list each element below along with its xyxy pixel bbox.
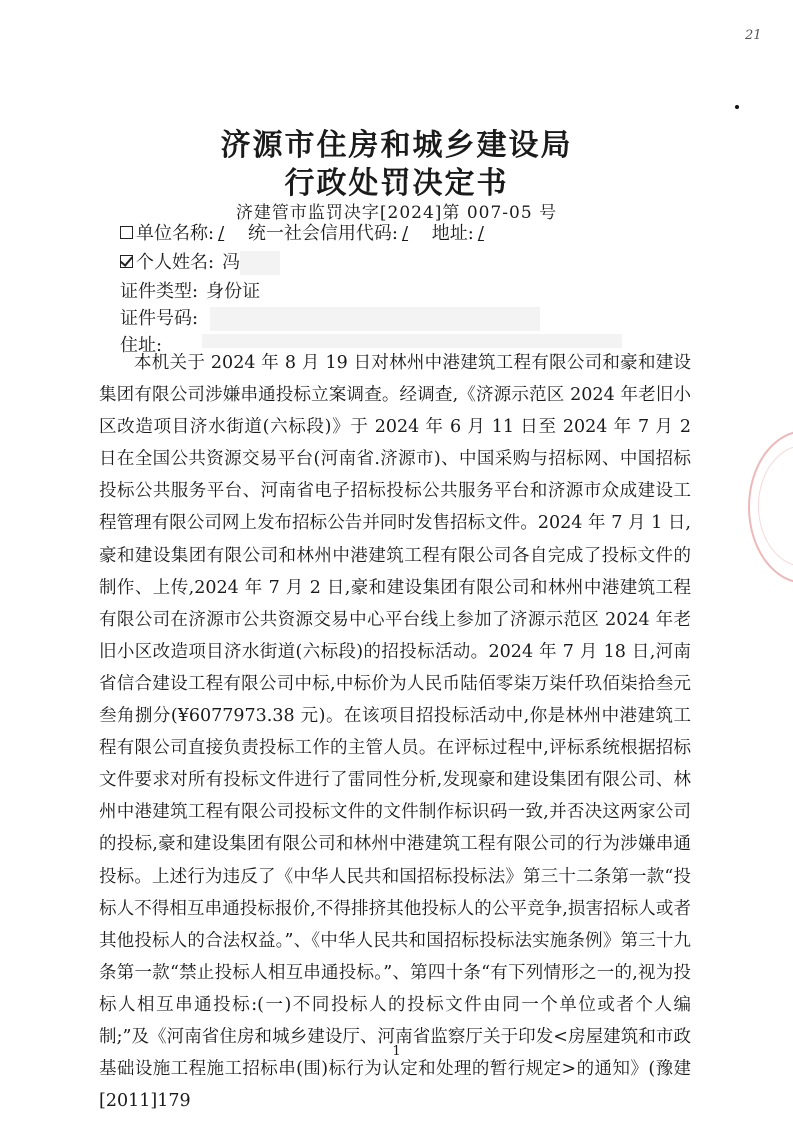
address-label: 地址: bbox=[431, 223, 474, 244]
document-number: 济建管市监罚决字[2024]第 007-05 号 bbox=[235, 203, 558, 223]
residence-label: 住址: bbox=[120, 335, 163, 356]
unit-checkbox[interactable] bbox=[120, 226, 133, 239]
id-type-row bbox=[120, 280, 260, 304]
id-type-value: 身份证 bbox=[206, 281, 261, 302]
unit-info-row bbox=[120, 222, 488, 246]
person-name-value: 冯 bbox=[222, 252, 241, 273]
document-subtitle: 行政处罚决定书 bbox=[284, 166, 509, 201]
handwritten-page-note: 21 bbox=[745, 28, 762, 43]
address-value: / bbox=[477, 223, 484, 244]
person-name-row bbox=[120, 251, 280, 275]
redaction-block bbox=[210, 307, 540, 331]
scan-dot bbox=[735, 105, 739, 109]
document-title: 济源市住房和城乡建设局 bbox=[220, 128, 573, 163]
body-paragraph: 本机关于 2024 年 8 月 19 日对林州中港建筑工程有限公司和豪和建设集团有限公司涉嫌串通投标立案调查。经调查,《济源示范区 2024 年老旧小区改造项目济水街道(六标段)》于 2024 年 6 月 11 日至 2024 年 7 月 2 日在全国公共资源交易平台(河南省.济源市)、中国采购与招标网、中国招标投标公共服务平台、河南省电子招标投标公共服务平台和济源市众成建设工程管理有限公司网上发布招标公告并同时发售招标文件。2024 年 7 月 1 日,豪和建设集团有限公司和林州中港建筑工程有限公司各自完成了投标文件的制作、上传,2024 年 7 月 2 日,豪和建设集团有限公司和林州中港建筑工程有限公司在济源市公共资源交易中心平台线上参加了济源示范区 2024 年老旧小区改造项目济水街道(六标段)的招投标活动。2024 年 7 月 18 日,河南省信合建设工程有限公司中标,中标价为人民币陆佰零柒万柒仟玖佰柒拾叁元叁角捌分(¥6077973.38 元)。在该项目招投标活动中,你是林州中港建筑工程有限公司直接负责投标工作的主管人员。在评标过程中,评标系统根据招标文件要求对所有投标文件进行了雷同性分析,发现豪和建设集团有限公司、林州中港建筑工程有限公司投标文件的文件制作标识码一致,并否决这两家公司的投标,豪和建设集团有限公司和林州中港建筑工程有限公司的行为涉嫌串通投标。上述行为违反了《中华人民共和国招标投标法》第三十二条第一款“投标人不得相互串通投标报价,不得排挤其他投标人的公平竞争,损害招标人或者其他投标人的合法权益。”、《中华人民共和国招标投标法实施条例》第三十九条第一款“禁止投标人相互串通投标。”、第四十条“有下列情形之一的,视为投标人相互串通投标:(一)不同投标人的投标文件由同一个单位或者个人编制;”及《河南省住房和城乡建设厅、河南省监察厅关于印发<房屋建筑和市政基础设施工程施工招标串(围)标行为认定和处理的暂行规定>的通知》(豫建[2011]179 bbox=[99, 353, 691, 1112]
person-name-label: 个人姓名: bbox=[136, 252, 215, 273]
id-number-label: 证件号码: bbox=[120, 308, 199, 329]
id-type-label: 证件类型: bbox=[120, 281, 199, 302]
credit-code-value: / bbox=[401, 223, 409, 244]
redaction-block bbox=[202, 334, 622, 348]
page-number: 1 bbox=[392, 1044, 401, 1059]
unit-name-label: 单位名称: bbox=[136, 223, 215, 244]
person-checkbox[interactable] bbox=[120, 255, 133, 268]
id-number-row bbox=[120, 307, 540, 331]
credit-code-label: 统一社会信用代码: bbox=[247, 223, 398, 244]
redaction-block bbox=[240, 251, 280, 275]
unit-name-value: / bbox=[218, 223, 225, 244]
